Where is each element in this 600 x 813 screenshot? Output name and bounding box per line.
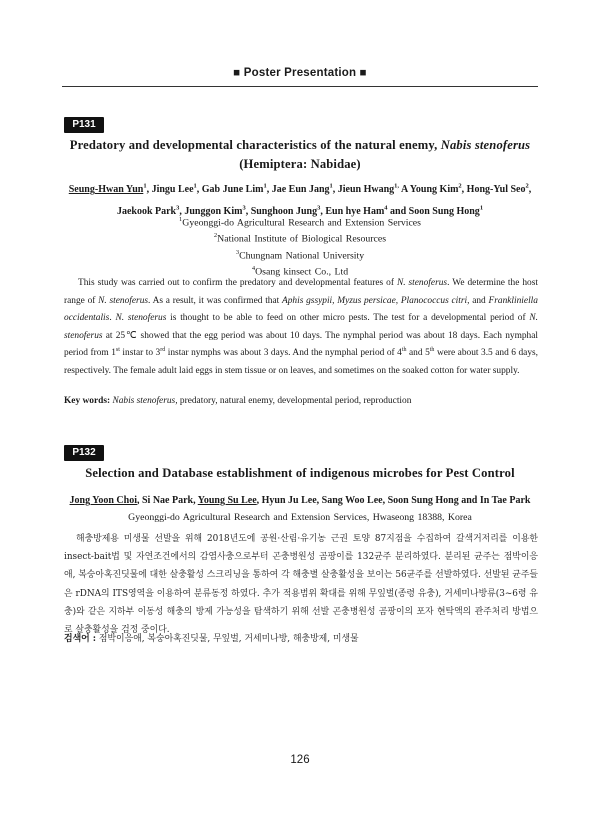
author-separator: , (136, 495, 142, 506)
ordinal-suffix: st (115, 346, 120, 353)
affiliation-marker: 1 (143, 183, 147, 190)
author-name: A Young Kim (401, 184, 459, 196)
author-name: Young Su Lee (197, 495, 257, 506)
affiliation-marker: 2 (525, 183, 529, 190)
author-name: Jieun Hwang (337, 184, 395, 196)
abstract-tag-p131: P131 (64, 117, 104, 133)
author-line-1 (69, 184, 532, 195)
affiliation-text: Osang kinsect Co., Ltd (255, 266, 349, 278)
keywords-p131 (64, 394, 538, 408)
affiliation-marker: 1 (179, 216, 183, 223)
species-name: Frankliniella occidentalis (64, 295, 538, 323)
affiliation-line (62, 213, 538, 229)
author-separator: and (458, 495, 480, 506)
keywords-p132 (64, 632, 538, 646)
abstract-title-p131 (62, 136, 538, 174)
author-name: Junggon Kim (184, 205, 243, 217)
author-name: Eun hye Ham (325, 205, 385, 217)
affiliation-marker: 1 (329, 183, 333, 190)
author-separator: , (146, 184, 152, 196)
title-line2: (Hemiptera: Nabidae) (239, 157, 361, 171)
author-separator: , (179, 205, 185, 217)
abstract-title-p132: Selection and Database establishment of indigenous microbes for Pest Control (85, 466, 515, 480)
affiliation-marker: 2 (458, 183, 462, 190)
abstract-tag-p132: P132 (64, 445, 104, 461)
keywords-label: 검색어 : (64, 634, 97, 644)
species-name: N. stenoferus (64, 313, 538, 341)
abstract-body-p131 (64, 275, 538, 380)
keywords-species: Nabis stenoferus, (112, 396, 178, 406)
abstract-body-p132: 해충방제용 미생물 선발을 위해 2018년도에 공원·산림·유기농 근권 토양 87지점을 수집하여 갈색거저리를 이용한 insect-bait법 및 자연조건에서의 감염사충으로부터 곤충병원성 곰팡이를 132균주 분리하였다. 분리된 균주는 점박이응애, 복숭아혹진딧물에 대한 살충활성 스크리닝을 통하여 각 해충별 살충활성을 보이는 56균주를 선발하였다. 선발된 균주들은 rDNA의 ITS영역을 이용하여 분류동정 하였다. 추가 적용범위 확대를 위해 무잎벌(종령 유충), 거세미나방류(3~6령 유충)와 같은 지하부 이동성 해충의 방제 가능성을 탐색하기 위해 선발 곤충병원성 곰팡이의 포자 현탁액의 관주처리 방법으로 살충활성을 검정 중이다. (64, 534, 538, 636)
affiliation-line (62, 229, 538, 245)
keywords-text: 점박이응애, 복숭아혹진딧물, 무잎벌, 거세미나방, 해충방제, 미생물 (96, 634, 359, 644)
keywords-label: Key words: (64, 396, 111, 406)
body-text: . (109, 313, 116, 323)
author-separator: , (316, 495, 322, 506)
body-text: . We determine the host range of (64, 278, 539, 306)
author-separator: , (266, 184, 272, 196)
author-name: Jae Eun Jang (271, 184, 330, 196)
author-list-p132 (62, 492, 538, 510)
author-separator: , (320, 205, 326, 217)
body-text: and 5 (406, 348, 430, 358)
affiliation-marker: 1 (193, 183, 197, 190)
species-name: N. stenoferus (98, 295, 149, 306)
affiliation-marker: 4 (251, 264, 256, 272)
body-text: and (469, 295, 489, 306)
body-text: This study was carried out to confirm the predatory and developmental features of (78, 278, 397, 288)
page-number: 126 (290, 754, 310, 766)
species-name: N. stenoferus (115, 313, 167, 323)
author-separator: , (245, 205, 251, 217)
affiliation-text: National Institute of Biological Resources (217, 233, 387, 245)
author-name: Hyun Ju Lee (261, 495, 317, 506)
author-name: Sang Woo Lee (321, 495, 383, 506)
author-name: Soon Sung Hong (387, 495, 459, 506)
affiliation-marker: 2 (213, 232, 218, 240)
author-name: Jingu Lee (151, 184, 194, 196)
title-text: Predatory and developmental characteristics of the natural enemy, (69, 138, 441, 152)
species-name: Aphis gssypii, Myzus persicae, Planococcus citri, (282, 295, 470, 306)
body-text: . As a result, it was confirmed that (148, 295, 283, 306)
body-text: instar to 3 (119, 348, 161, 358)
affiliation-marker: 3 (317, 204, 321, 212)
author-name: Gab June Lim (201, 184, 264, 196)
affiliation-marker: 4 (384, 204, 388, 212)
author-separator: , (196, 184, 202, 196)
affiliation-marker: 3 (176, 204, 180, 212)
body-text: at 25℃ showed that the egg period was about 10 days. The nymphal period was about 18 days. Each nymphal period from 1 (64, 330, 538, 358)
affiliation-line (62, 246, 538, 262)
author-separator: , (256, 495, 262, 506)
author-separator: and (387, 205, 409, 217)
author-name: In Tae Park (479, 495, 531, 506)
author-name: Si Nae Park (141, 495, 194, 506)
affiliation-list-p131 (62, 213, 538, 278)
section-header: ■ Poster Presentation ■ (233, 67, 367, 79)
author-separator: , (528, 184, 532, 196)
affiliation-marker: 1, (394, 183, 400, 190)
body-text: were about 3.5 and 6 days, respectively. The female adult laid eggs in stem tissue or on leaves, and sometimes on the soaked cotton for water supply. (64, 348, 539, 376)
author-separator: , (461, 184, 467, 196)
author-name: Soon Sung Hong (408, 205, 480, 217)
affiliation-text: Gyeonggi-do Agricultural Research and Extension Services (182, 217, 421, 229)
keywords-text: predatory, natural enemy, developmental period, reproduction (177, 396, 412, 406)
affiliation-marker: 1 (479, 204, 484, 212)
ordinal-suffix: th (401, 346, 407, 353)
body-text: instar nymphs was about 3 days. And the nymphal period of 4 (165, 348, 402, 358)
author-name: Jong Yoon Choi (69, 495, 137, 506)
body-text: is thought to be able to feed on other micro pests. The test for a developmental period of (166, 313, 530, 323)
author-separator: , (193, 495, 198, 506)
author-separator: , (332, 184, 338, 196)
author-separator: , (382, 495, 388, 506)
affiliation-p132: Gyeonggi-do Agricultural Research and Extension Services, Hwaseong 18388, Korea (128, 512, 472, 523)
affiliation-marker: 3 (235, 248, 240, 256)
author-name: Seung-Hwan Yun (68, 184, 144, 196)
affiliation-text: Chungnam National University (239, 249, 365, 261)
title-species: Nabis stenoferus (440, 138, 531, 152)
species-name: N. stenoferus (396, 278, 448, 288)
affiliation-marker: 1 (263, 183, 267, 190)
header-divider (62, 86, 538, 87)
author-name: Sunghoon Jung (250, 205, 318, 217)
author-name: Hong-Yul Seo (466, 184, 526, 196)
ordinal-suffix: th (429, 346, 435, 353)
affiliation-marker: 3 (242, 204, 246, 212)
ordinal-suffix: rd (160, 346, 166, 353)
author-name: Jaekook Park (116, 205, 177, 217)
